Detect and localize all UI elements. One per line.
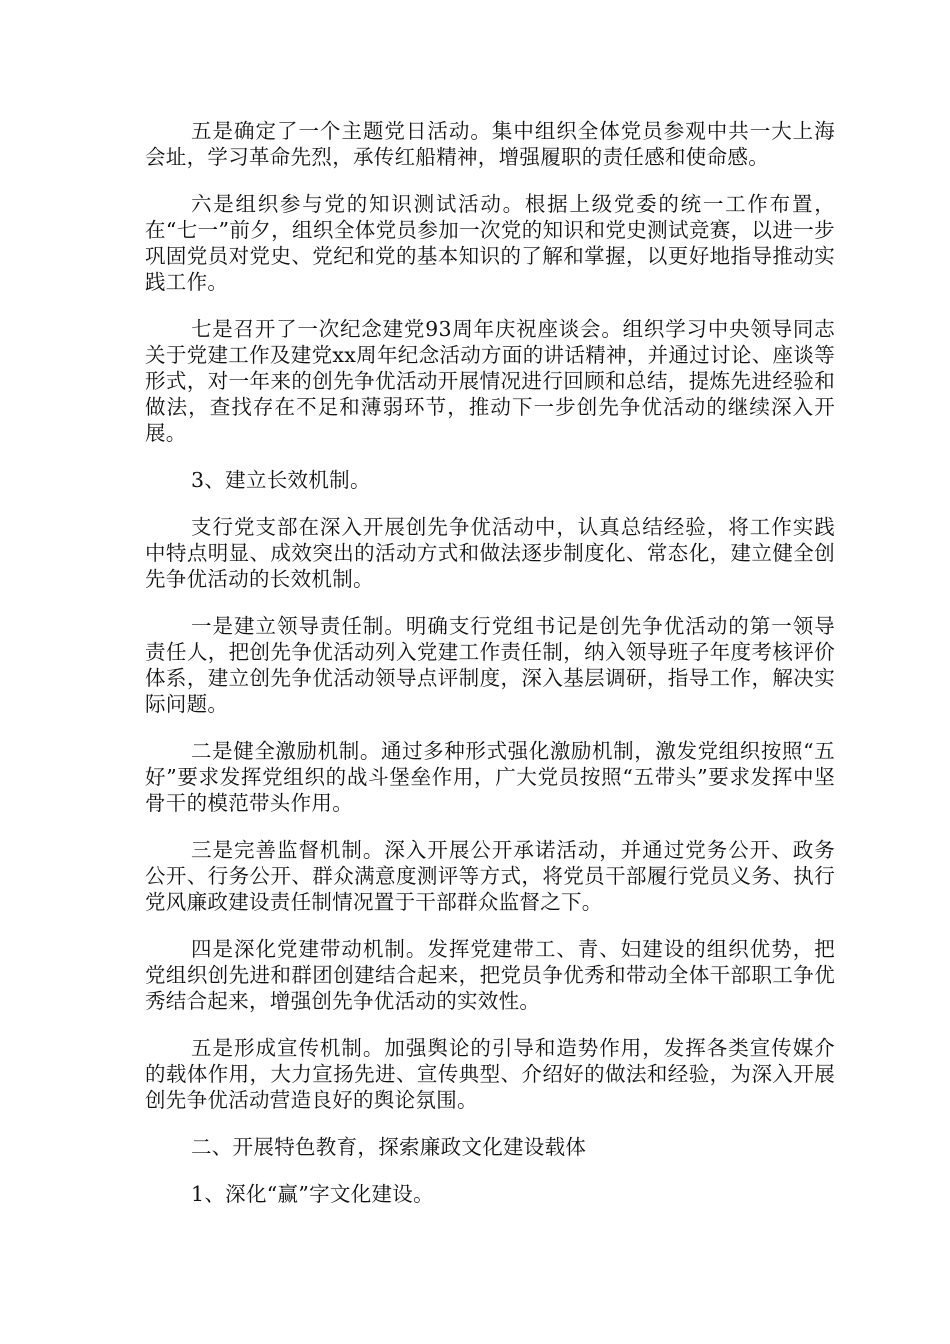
paragraph-leadership-responsibility: 一是建立领导责任制。明确支行党组书记是创先争优活动的第一领导责任人，把创先争优活动列入党建工作责任制，纳入领导班子年度考核评价体系，建立创先争优活动领导点评制度，深入基层调研，指导工作，解决实际问题。 [145,614,835,716]
paragraph-publicity-mechanism: 五是形成宣传机制。加强舆论的引导和造势作用，发挥各类宣传媒介的载体作用，大力宣扬先进、宣传典型、介绍好的做法和经验，为深入开展创先争优活动营造良好的舆论氛围。 [145,1036,835,1112]
document-page [145,118,835,1228]
heading-section-two: 二、开展特色教育，探索廉政文化建设载体 [191,1135,587,1159]
paragraph-anniversary-meeting: 七是召开了一次纪念建党93周年庆祝座谈会。组织学习中央领导同志关于党建工作及建党xx周年纪念活动方面的讲话精神，并通过讨论、座谈等形式，对一年来的创先争优活动开展情况进行回顾和总结，提炼先进经验和做法，查找存在不足和薄弱环节，推动下一步创先争优活动的继续深入开展。 [145,317,835,445]
paragraph-branch-summary: 支行党支部在深入开展创先争优活动中，认真总结经验，将工作实践中特点明显、成效突出的活动方式和做法逐步制度化、常态化，建立健全创先争优活动的长效机制。 [145,515,835,591]
paragraph-incentive-mechanism: 二是健全激励机制。通过多种形式强化激励机制，激发党组织按照“五好”要求发挥党组织的战斗堡垒作用，广大党员按照“五带头”要求发挥中坚骨干的模范带头作用。 [145,739,835,815]
paragraph-supervision-mechanism: 三是完善监督机制。深入开展公开承诺活动，并通过党务公开、政务公开、行务公开、群众满意度测评等方式，将党员干部履行党员义务、执行党风廉政建设责任制情况置于干部群众监督之下。 [145,838,835,914]
paragraph-knowledge-test: 六是组织参与党的知识测试活动。根据上级党委的统一工作布置，在“七一”前夕，组织全体党员参加一次党的知识和党史测试竞赛，以进一步巩固党员对党史、党纪和党的基本知识的了解和掌握，以更好地指导推动实践工作。 [145,192,835,294]
paragraph-theme-party-day: 五是确定了一个主题党日活动。集中组织全体党员参观中共一大上海会址，学习革命先烈，承传红船精神，增强履职的责任感和使命感。 [145,119,835,169]
paragraph-party-building-drive: 四是深化党建带动机制。发挥党建带工、青、妇建设的组织优势，把党组织创先进和群团创建结合起来，把党员争优秀和带动全体干部职工争优秀结合起来，增强创先争优活动的实效性。 [145,937,835,1013]
heading-long-term-mechanism: 3、建立长效机制。 [191,468,371,492]
heading-ying-culture: 1、深化“赢”字文化建设。 [191,1182,434,1206]
